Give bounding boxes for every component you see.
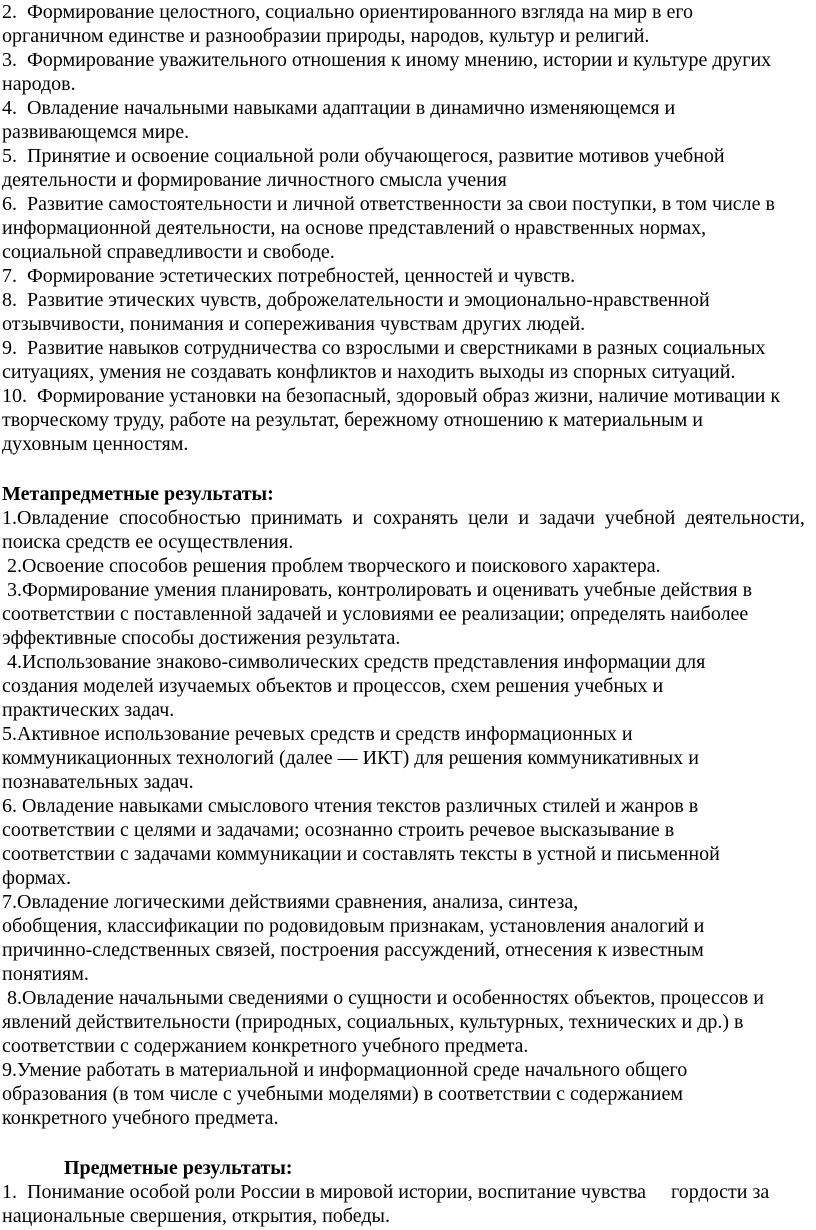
text-line: соответствии с поставленной задачей и условиями ее реализации; определять наиболее <box>2 603 749 625</box>
text-line: духовным ценностям. <box>2 433 189 455</box>
text-line: 1. Понимание особой роли России в мировой истории, воспитание чувства гордости за <box>2 1181 770 1203</box>
text-line: 9. Развитие навыков сотрудничества со взрослыми и сверстниками в разных социальных <box>2 337 766 359</box>
text-line: ситуациях, умения не создавать конфликтов и находить выходы из спорных ситуаций. <box>2 361 736 383</box>
text-line: информационной деятельности, на основе представлений о нравственных нормах, <box>2 217 707 239</box>
text-line: 6. Овладение навыками смыслового чтения текстов различных стилей и жанров в <box>2 795 699 817</box>
text-line: 6. Развитие самостоятельности и личной ответственности за свои поступки, в том числе в <box>2 193 775 215</box>
text-line: 4. Овладение начальными навыками адаптации в динамично изменяющемся и <box>2 97 676 119</box>
text-line: коммуникационных технологий (далее — ИКТ) для решения коммуникативных и <box>2 747 699 769</box>
text-line: 7. Формирование эстетических потребностей, ценностей и чувств. <box>2 265 576 287</box>
text-line: 10. Формирование установки на безопасный, здоровый образ жизни, наличие мотивации к <box>2 385 781 407</box>
text-line: обобщения, классификации по родовидовым признакам, установления аналогий и <box>2 915 705 937</box>
text-line: 3.Формирование умения планировать, контролировать и оценивать учебные действия в <box>2 579 753 601</box>
text-line: явлений действительности (природных, социальных, культурных, технических и др.) в <box>2 1011 744 1033</box>
text-line: 5. Принятие и освоение социальной роли обучающегося, развитие мотивов учебной <box>2 145 725 167</box>
text-line: эффективные способы достижения результата. <box>2 627 401 649</box>
text-line: соответствии с содержанием конкретного учебного предмета. <box>2 1035 529 1057</box>
text-line: практических задач. <box>2 699 175 721</box>
text-line: 1.Овладение способностью принимать и сохранять цели и задачи учебной деятельности, <box>2 507 805 529</box>
text-line: органичном единстве и разнообразии природы, народов, культур и религий. <box>2 25 650 47</box>
text-line: поиска средств ее осуществления. <box>2 531 294 553</box>
subject-results-heading: Предметные результаты: <box>64 1157 293 1179</box>
text-line: народов. <box>2 73 76 95</box>
meta-results-heading: Метапредметные результаты: <box>2 483 274 505</box>
text-line: национальные свершения, открытия, победы. <box>2 1205 390 1227</box>
text-line: 3. Формирование уважительного отношения к иному мнению, истории и культуре других <box>2 49 772 71</box>
text-line: 2.Освоение способов решения проблем творческого и поискового характера. <box>2 555 661 577</box>
text-line: 8.Овладение начальными сведениями о сущности и особенностях объектов, процессов и <box>2 987 764 1009</box>
text-line: творческому труду, работе на результат, бережному отношению к материальным и <box>2 409 703 431</box>
text-line: 5.Активное использование речевых средств и средств информационных и <box>2 723 633 745</box>
text-line: соответствии с задачами коммуникации и составлять тексты в устной и письменной <box>2 843 720 865</box>
text-line: социальной справедливости и свободе. <box>2 241 335 263</box>
text-line: понятиям. <box>2 963 89 985</box>
text-line: 7.Овладение логическими действиями сравнения, анализа, синтеза, <box>2 891 579 913</box>
text-line: 9.Умение работать в материальной и информационной среде начального общего <box>2 1059 688 1081</box>
text-line: познавательных задач. <box>2 771 194 793</box>
text-line: конкретного учебного предмета. <box>2 1107 279 1129</box>
text-line: причинно-следственных связей, построения рассуждений, отнесения к известным <box>2 939 704 961</box>
text-line: 2. Формирование целостного, социально ориентированного взгляда на мир в его <box>2 1 694 23</box>
text-line: деятельности и формирование личностного смысла учения <box>2 169 507 191</box>
text-line: отзывчивости, понимания и сопереживания чувствам других людей. <box>2 313 586 335</box>
text-line: 4.Использование знаково-символических средств представления информации для <box>2 651 706 673</box>
text-line: образования (в том числе с учебными моделями) в соответствии с содержанием <box>2 1083 683 1105</box>
text-line: формах. <box>2 867 72 889</box>
text-line: развивающемся мире. <box>2 121 190 143</box>
text-line: создания моделей изучаемых объектов и процессов, схем решения учебных и <box>2 675 664 697</box>
text-line: соответствии с целями и задачами; осознанно строить речевое высказывание в <box>2 819 675 841</box>
text-line: 8. Развитие этических чувств, доброжелательности и эмоционально-нравственной <box>2 289 710 311</box>
